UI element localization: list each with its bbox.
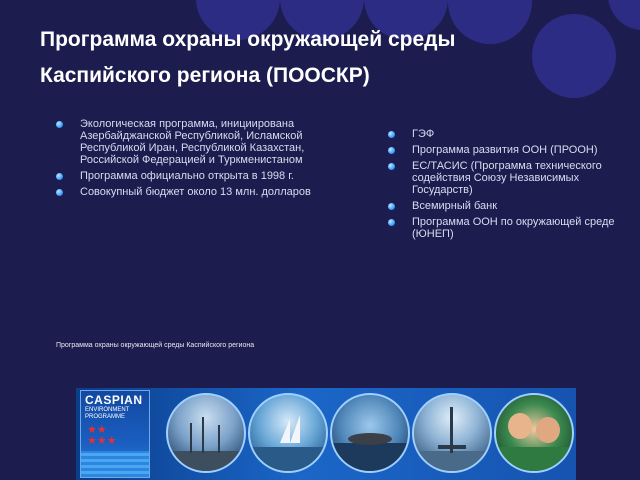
bullet-text: Программа официально открыта в 1998 г. <box>80 170 294 182</box>
seal-shape <box>348 433 392 445</box>
photo-seal <box>330 393 410 473</box>
list-item <box>386 144 626 156</box>
list-item <box>386 128 626 140</box>
photo-ground <box>168 451 244 471</box>
slide-title-line-1: Программа охраны окружающей среды <box>40 28 456 51</box>
bullet-dot-icon <box>388 203 395 210</box>
photo-ground <box>250 447 326 471</box>
list-item <box>54 186 354 198</box>
caspian-logo <box>80 390 150 478</box>
photo-children <box>494 393 574 473</box>
child-face <box>536 417 560 443</box>
sail-shape <box>290 415 300 443</box>
rig-deck <box>438 445 466 449</box>
logo-sub-text: ENVIRONMENT PROGRAMME <box>85 407 130 420</box>
bullet-dot-icon <box>388 219 395 226</box>
bullet-dot-icon <box>56 121 63 128</box>
list-item <box>386 216 626 240</box>
boat-mast <box>218 425 220 453</box>
bullet-dot-icon <box>388 163 395 170</box>
bullet-dot-icon <box>56 189 63 196</box>
slide-title <box>40 22 610 94</box>
boat-mast <box>190 423 192 453</box>
star-icon: ★★ ★★★ <box>87 424 117 447</box>
left-bullet-list <box>54 118 354 202</box>
bullet-dot-icon <box>56 173 63 180</box>
list-item <box>54 170 354 182</box>
photo-banner <box>76 388 576 480</box>
bullet-text: Совокупный бюджет около 13 млн. долларов <box>80 186 311 198</box>
list-item <box>54 118 354 166</box>
right-bullet-list <box>386 128 626 244</box>
wave-icon <box>81 451 149 477</box>
photo-ground <box>414 451 490 471</box>
list-item <box>386 160 626 196</box>
slide-title-line-2: Каспийского региона (ПООСКР) <box>40 64 370 87</box>
boat-mast <box>202 417 204 453</box>
photo-harbor <box>166 393 246 473</box>
bullet-dot-icon <box>388 131 395 138</box>
photo-oil-rig <box>412 393 492 473</box>
photo-sailboat <box>248 393 328 473</box>
bullet-text: Экологическая программа, инициирована Азербайджанской Республикой, Исламской Республикой Иран, Республикой Казахстан, Российской Федерацией и Туркменистаном <box>80 118 305 166</box>
logo-main-text: CASPIAN <box>85 393 143 407</box>
photo-ground <box>496 447 572 471</box>
decor-circle <box>608 0 640 30</box>
bullet-text: Всемирный банк <box>412 200 498 212</box>
bullet-text: ЕС/ТАСИС (Программа технического содействия Союзу Независимых Государств) <box>412 160 602 196</box>
sail-shape <box>280 419 290 443</box>
photo-ground <box>332 443 408 471</box>
bullet-text: Программа развития ООН (ПРООН) <box>412 144 598 156</box>
bullet-text: ГЭФ <box>412 128 435 140</box>
child-face <box>508 413 532 439</box>
slide-footer: Программа охраны окружающей среды Каспийского региона <box>56 342 255 349</box>
bullet-dot-icon <box>388 147 395 154</box>
bullet-text: Программа ООН по окружающей среде (ЮНЕП) <box>412 216 615 240</box>
list-item <box>386 200 626 212</box>
